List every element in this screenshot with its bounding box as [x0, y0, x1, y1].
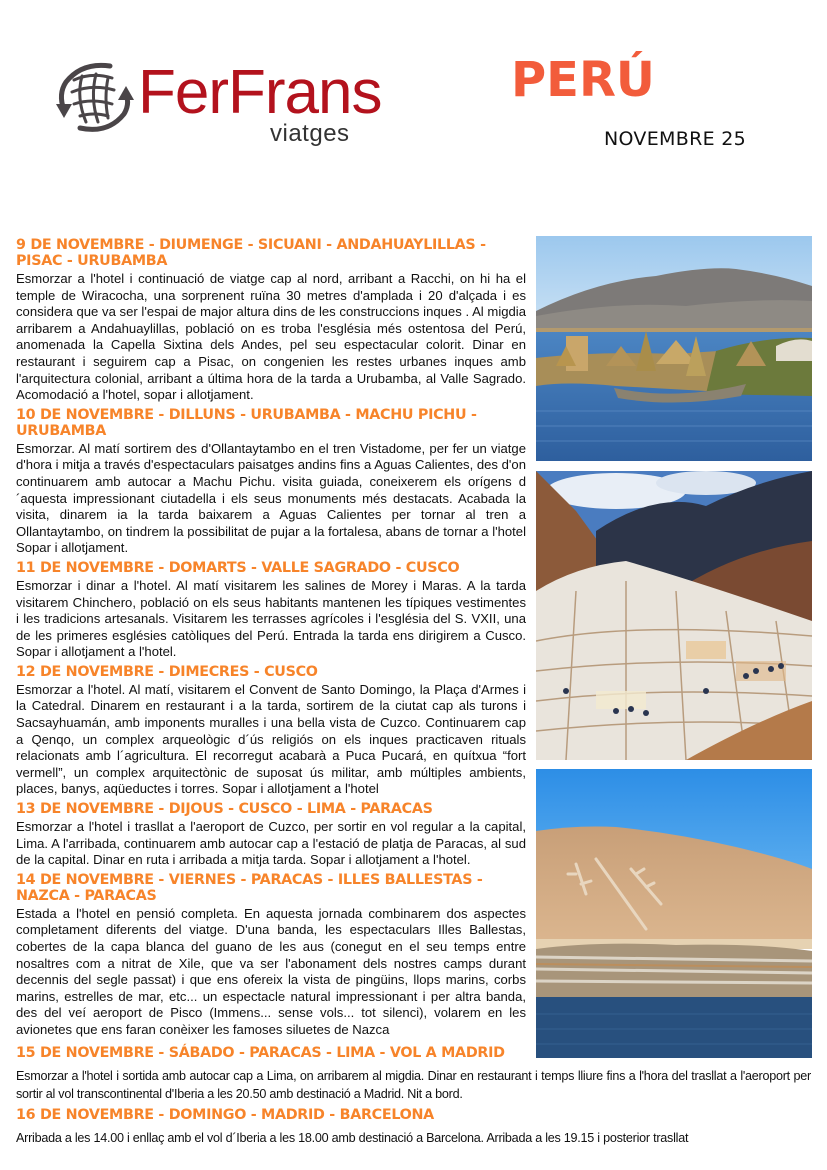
photo-paracas-candelabra: [536, 769, 812, 1058]
brand-logo: [52, 52, 382, 152]
day-description: Estada a l'hotel en pensió completa. En aquesta jornada combinarem dos aspectes completament diferents del viatge. D'una banda, les espectaculars Illes Ballestas, cobertes de la capa blanca del guano de les aus (conegut en el seu temps entre nosaltres com a nitrat de Xile, que va ser l'abonament dels nostres camps durant decennis del segle passat) i que ens ofereix la vista de pingüins, llops marins, corbs marins, estrelles de mar, etc... un espectacle natural impressionant i per altra banda, des del veí aeroport de Pisco (Immens... sense vols... tot silenci), volarem en les avionetes que ens faran conèixer les famoses siluetes de Nazca: [16, 905, 526, 1037]
photo-maras-salt-terraces: [536, 471, 812, 760]
day-section: [16, 801, 526, 869]
itinerary-continued: [16, 1045, 811, 1151]
day-section: [16, 664, 526, 798]
day-description: Esmorzar. Al matí sortirem des d'Ollantaytambo en el tren Vistadome, per fer un viatge d'hora i mitja a través d'espectaculars paisatges andins fins a Aguas Calientes, des d'on continuarem amb autocar a Machu Pichu. visita guiada, coneixerem els orígens d´aquesta impressionant ciutadella i els seus monuments més destacats. Acabada la visita, dinarem ia la tarda baixarem a Aguas Calientes per tornar al tren a Ollantaytambo, on tindrem la possibilitat de pujar a la fortalesa, abans de tornar a l'hotel Sopar i allotjament.: [16, 440, 526, 556]
day-title: 9 DE NOVEMBRE - DIUMENGE - SICUANI - ANDAHUAYLILLAS - PISAC - URUBAMBA: [16, 237, 486, 269]
day-section: [16, 407, 526, 557]
page-subtitle: NOVEMBRE 25: [604, 128, 746, 150]
day-section: [16, 1107, 811, 1147]
day-description: Esmorzar a l'hotel i trasllat a l'aeroport de Cuzco, per sortir en vol regular a la capital, Lima. A l'arribada, continuarem amb autocar cap a l'estació de platja de Paracas, al sud de la capital. Dinar en ruta i arribada a mitja tarda. Sopar i allotjament a l'hotel.: [16, 819, 526, 868]
day-title: 10 DE NOVEMBRE - DILLUNS - URUBAMBA - MACHU PICHU - URUBAMBA: [16, 406, 477, 439]
page-title: PERÚ: [511, 52, 655, 108]
day-description: Esmorzar i dinar a l'hotel. Al matí visitarem les salines de Morey i Maras. A la tarda visitarem Chinchero, població on els seus habitants mantenen les típiques vestimentes i les tradicions artesanals. Visitarem les terrasses agrícoles i l'església del S. VXII, una de les primeres esglésies catòliques del Perú. Entrada la tarda ens dirigirem a Cusco. Sopar i allotjament a l'hotel.: [16, 577, 526, 660]
day-title: 16 DE NOVEMBRE - DOMINGO - MADRID - BARCELONA: [16, 1107, 434, 1123]
photo-lake-titicaca: [536, 236, 812, 461]
day-section: [16, 560, 526, 661]
day-description: Esmorzar a l'hotel i sortida amb autocar cap a Lima, on arribarem al migdia. Dinar en restaurant i temps lliure fins a l'hora del trasllat a l'aeroport per sortir al vol transcontinental d'Iberia a les 20.50 amb destinació a Madrid. Nit a bord.: [16, 1069, 811, 1101]
brand-tagline: viatges: [270, 120, 350, 147]
day-title: 13 DE NOVEMBRE - DIJOUS - CUSCO - LIMA - PARACAS: [16, 801, 433, 818]
day-title: 15 DE NOVEMBRE - SÁBADO - PARACAS - LIMA - VOL A MADRID: [16, 1045, 505, 1061]
day-description: Esmorzar a l'hotel. Al matí, visitarem el Convent de Santo Domingo, la Plaça d'Armes i la Catedral. Dinarem en restaurant i a la tarda, sortirem de la ciutat cap als turons i Sacsayhuamán, amb imponents muralles i una bella vista de Cuzco. Continuarem cap a Qenqo, un complex arqueològic d´ús religiós on els inques practicaven rituals relacionats amb l´agricultura. El recorregut acabarà a Puca Pucará, en quítxua “fort vermell”, un complex arquitectònic de suposat ús militar, amb múltiples ambients, places, banys, aqüeductes i torres. Sopar i allotjament a l'hotel: [16, 681, 526, 797]
day-description: Esmorzar a l'hotel i continuació de viatge cap al nord, arribant a Racchi, on hi ha el temple de Wiracocha, una sorprenent ruïna 30 metres d'amplada i 20 d'alçada i es considera que va ser l'espai de major altura dins de les construccions inques . Al migdia arribarem a Andahuaylillas, població on es troba l'església més ostentosa del Perú, anomenada la Capella Sixtina dels Andes, pel seu espectacular colorit. Dinar en restaurant i seguirem cap a Pisac, on congenien les restes urbanes inques amb l'arquitectura colonial, arribant a última hora de la tarda a Urubamba, al Valle Sagrado. Acomodació a l'hotel, sopar i allotjament.: [16, 271, 526, 403]
itinerary: [16, 237, 526, 1042]
day-description: Arribada a les 14.00 i enllaç amb el vol d´Iberia a les 18.00 amb destinació a Barcelona. Arribada a les 19.15 i posterior trasllat: [16, 1131, 689, 1145]
brand-name: FerFrans: [138, 58, 382, 127]
day-title: 11 DE NOVEMBRE - DOMARTS - VALLE SAGRADO - CUSCO: [16, 559, 460, 576]
day-title: 14 DE NOVEMBRE - VIERNES - PARACAS - ILLES BALLESTAS - NAZCA - PARACAS: [16, 871, 483, 904]
day-section: [16, 237, 526, 404]
day-title: 12 DE NOVEMBRE - DIMECRES - CUSCO: [16, 663, 318, 680]
day-section: [16, 872, 526, 1039]
globe-arrows-icon: [52, 58, 136, 136]
